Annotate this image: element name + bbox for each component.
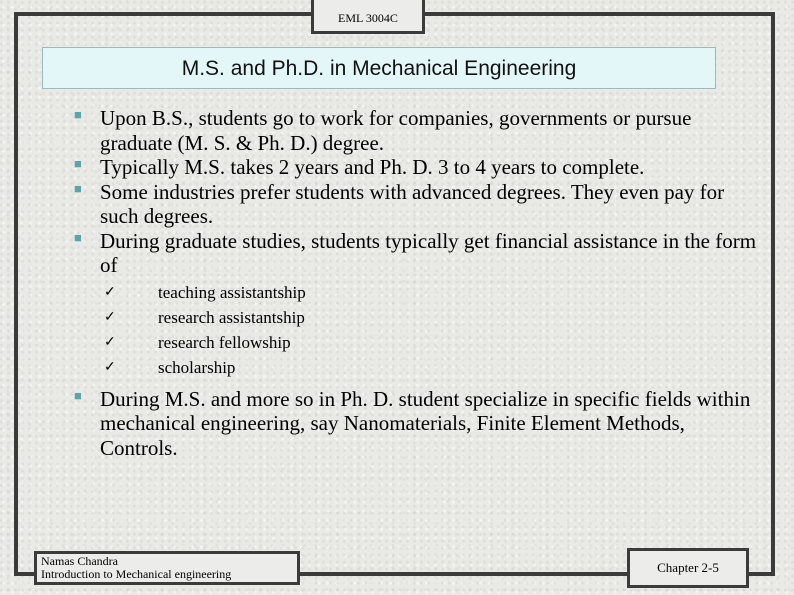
bullet-list-bottom: [74, 387, 764, 461]
checkmark-icon: ✓: [104, 284, 116, 300]
checkmark-icon: ✓: [104, 335, 116, 351]
bullet-text: Typically M.S. takes 2 years and Ph. D. 3 to 4 years to complete.: [100, 155, 645, 179]
sub-item-text: scholarship: [158, 358, 236, 378]
sub-list-item: [104, 280, 764, 305]
footer-course-title: Introduction to Mechanical engineering: [41, 567, 232, 581]
bullet-item: [74, 180, 764, 229]
course-code: EML 3004C: [311, 0, 425, 34]
square-bullet-icon: ■: [74, 229, 82, 245]
bullet-text: During graduate studies, students typically get financial assistance in the form of: [100, 228, 757, 277]
bullet-item: [74, 387, 764, 461]
sub-bullet-list: [104, 280, 764, 381]
bullet-item: [74, 229, 764, 278]
slide-content: [74, 106, 764, 460]
bullet-item: [74, 155, 764, 180]
bullet-text: Some industries prefer students with advanced degrees. They even pay for such degrees.: [100, 179, 725, 228]
sub-list-item: [104, 355, 764, 380]
slide-title: M.S. and Ph.D. in Mechanical Engineering: [42, 47, 716, 89]
sub-list-item: [104, 305, 764, 330]
square-bullet-icon: ■: [74, 387, 82, 403]
sub-list-item: [104, 330, 764, 355]
square-bullet-icon: ■: [74, 107, 82, 122]
bullet-item: [74, 106, 764, 155]
footer-author: Namas Chandra: [41, 554, 118, 568]
bullet-text: During M.S. and more so in Ph. D. student specialize in specific fields within mechanical engineering, say Nanomaterials, Finite Element Methods, Controls.: [100, 386, 751, 460]
checkmark-icon: ✓: [104, 309, 116, 325]
square-bullet-icon: ■: [74, 156, 82, 171]
sub-item-text: research assistantship: [158, 307, 305, 327]
footer-chapter: Chapter 2-5: [627, 548, 749, 588]
footer-author-box: [34, 551, 300, 585]
square-bullet-icon: ■: [74, 180, 82, 196]
bullet-list: [74, 106, 764, 278]
sub-item-text: teaching assistantship: [158, 282, 306, 302]
bullet-text: Upon B.S., students go to work for companies, governments or pursue graduate (M. S. & Ph. D.) degree.: [100, 106, 692, 155]
checkmark-icon: ✓: [104, 360, 116, 376]
sub-item-text: research fellowship: [158, 333, 291, 353]
